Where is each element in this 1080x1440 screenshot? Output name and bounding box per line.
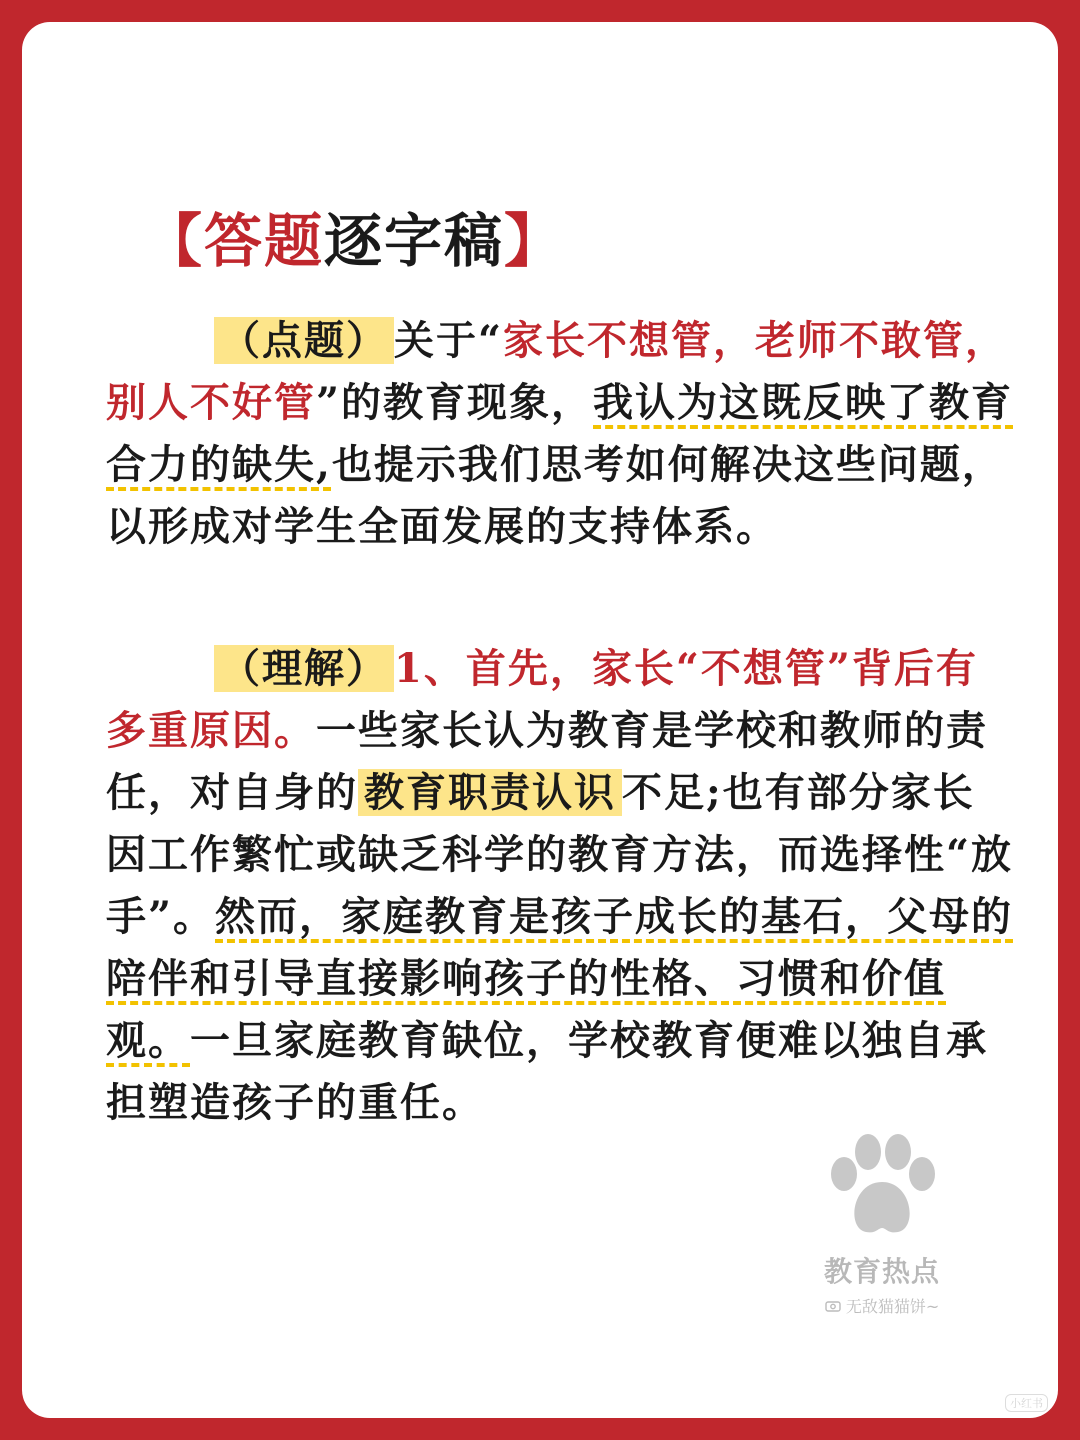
tag-point: （点题） bbox=[214, 317, 394, 364]
title-close-bracket: 】 bbox=[504, 207, 565, 275]
p2-red-heading: 1、首先，家长“不想管”背后有多重原因。 bbox=[106, 645, 978, 754]
title-red-part: 答题 bbox=[204, 207, 325, 275]
p2-underlined: 然而，家庭教育是孩子成长的基石，父母的陪伴和引导直接影响孩子的性格、习惯和价值观。 bbox=[106, 893, 1014, 1064]
paw-icon bbox=[822, 1132, 942, 1242]
watermark-title: 教育热点 bbox=[823, 1255, 940, 1288]
title-black-part: 逐字稿 bbox=[324, 207, 505, 275]
watermark bbox=[812, 1132, 952, 1317]
watermark-author-name: 无敌猫猫饼~ bbox=[845, 1297, 940, 1316]
paragraph-understanding bbox=[106, 638, 1016, 1134]
p2-text-3: 一旦家庭教育缺位，学校教育便难以独自承担塑造孩子的重任。 bbox=[106, 1017, 988, 1126]
tag-understanding: （理解） bbox=[214, 645, 394, 692]
title-open-bracket: 【 bbox=[144, 207, 205, 275]
page-title bbox=[144, 194, 564, 278]
platform-badge: 小红书 bbox=[1005, 1394, 1048, 1412]
paragraph-point bbox=[106, 310, 1016, 558]
p1-text-2: ”的教育现象， bbox=[316, 379, 594, 426]
p1-red-quote: 家长不想管，老师不敢管，别人不好管 bbox=[106, 317, 1008, 426]
p2-highlight: 教育职责认识 bbox=[358, 769, 622, 816]
p1-text-3: 也提示我们思考如何解决这些问题，以形成对学生全面发展的支持体系。 bbox=[106, 441, 1004, 550]
content-card bbox=[22, 22, 1058, 1418]
p1-underlined: 我认为这既反映了教育合力的缺失, bbox=[106, 379, 1014, 488]
camera-icon bbox=[825, 1300, 841, 1312]
p2-text-2: 不足;也有部分家长因工作繁忙或缺乏科学的教育方法，而选择性“放手”。 bbox=[106, 769, 1014, 940]
p1-text-1: 关于“ bbox=[394, 317, 504, 364]
watermark-author bbox=[812, 1294, 952, 1317]
p2-text-1: 一些家长认为教育是学校和教师的责任，对自身的 bbox=[106, 707, 988, 816]
